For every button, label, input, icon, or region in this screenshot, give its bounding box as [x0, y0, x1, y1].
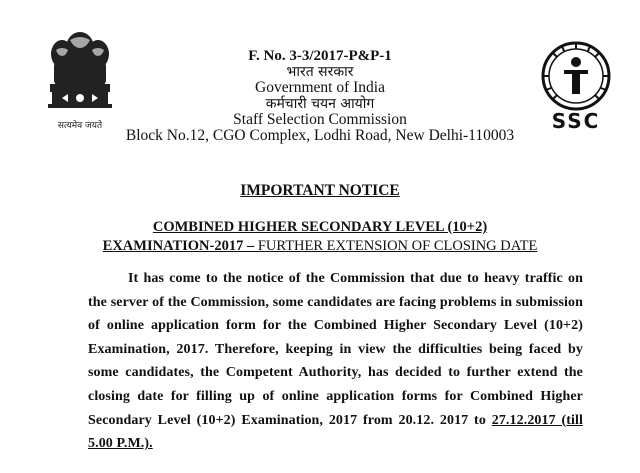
notice-subject: [0, 218, 640, 256]
body-new-date: 27.12.2017 (till 5.00 P.M.).: [88, 412, 583, 452]
notice-title: IMPORTANT NOTICE: [240, 182, 400, 199]
government-name: Government of India: [255, 79, 385, 96]
hindi-government: भारत सरकार: [286, 64, 354, 80]
subject-line-2: [0, 237, 640, 256]
letterhead: [0, 48, 640, 144]
subject-line-2-bold: EXAMINATION-2017 –: [102, 238, 255, 254]
body-main-text: It has come to the notice of the Commission that due to heavy traffic on the server of the Commission, some candidates are facing problems in submission of online application form for the Combined Higher Secondary Level (10+2) Examination, 2017. Therefore, keeping in view the difficulties being faced by some candidates, the Competent Authority, has decided to further extend the closing date for filling up of online application forms for Combined Higher Secondary Level (10+2) Examination, 2017 from 20.12. 2017 to: [88, 271, 583, 428]
notice-body: [88, 267, 583, 456]
commission-address: Block No.12, CGO Complex, Lodhi Road, New Delhi-110003: [125, 127, 515, 144]
hindi-commission: कर्मचारी चयन आयोग: [265, 96, 375, 112]
commission-name: Staff Selection Commission: [233, 111, 407, 128]
subject-line-2-rest: FURTHER EXTENSION OF CLOSING DATE: [254, 238, 538, 254]
ssc-logo-text: SSC: [551, 109, 601, 132]
subject-line-1: COMBINED HIGHER SECONDARY LEVEL (10+2): [152, 219, 488, 235]
file-number: F. No. 3-3/2017-P&P-1: [248, 48, 392, 64]
emblem-motto: सत्यमेव जयते: [57, 121, 103, 131]
